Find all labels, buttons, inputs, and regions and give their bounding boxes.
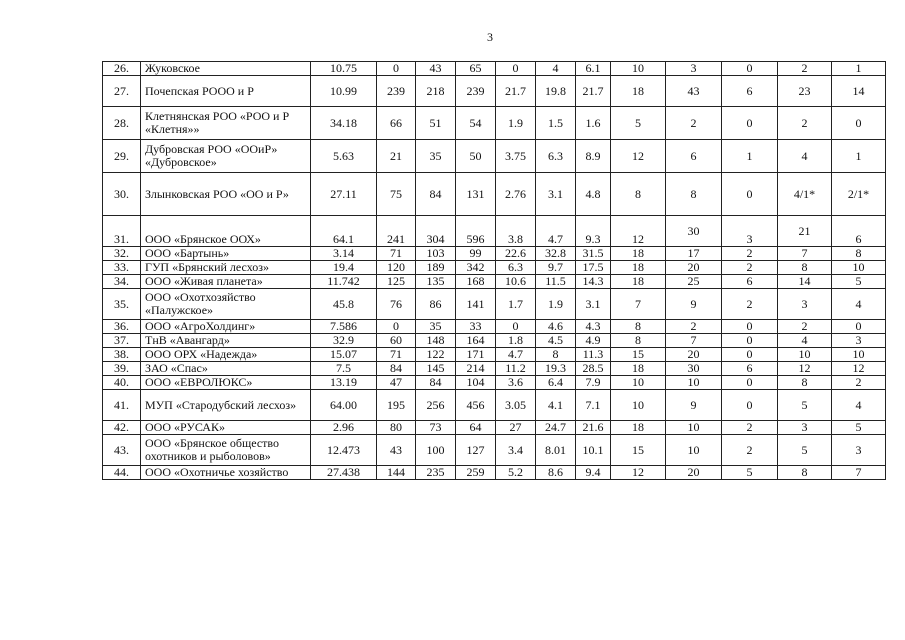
table-cell: 3: [832, 334, 886, 348]
table-cell: 30: [666, 362, 722, 376]
table-cell: 33: [456, 320, 496, 334]
table-cell: 10.99: [311, 76, 377, 107]
table-cell: 34.18: [311, 107, 377, 140]
table-cell: 0: [722, 107, 778, 140]
table-cell: 3: [778, 289, 832, 320]
table-cell: 12: [611, 216, 666, 247]
table-row: [103, 348, 886, 362]
table-cell: 11.5: [536, 275, 576, 289]
table-cell: 141: [456, 289, 496, 320]
table-cell: 9.3: [576, 216, 611, 247]
table-cell: 9: [666, 390, 722, 421]
table-cell: 21: [377, 140, 416, 173]
table-cell: 35: [416, 140, 456, 173]
table-cell: 6.1: [576, 62, 611, 76]
table-cell: 19.8: [536, 76, 576, 107]
table-cell: 10: [832, 261, 886, 275]
table-cell: 4.1: [536, 390, 576, 421]
table-cell: 45.8: [311, 289, 377, 320]
table-cell: 32.9: [311, 334, 377, 348]
table-cell: 168: [456, 275, 496, 289]
table-cell: 3: [722, 216, 778, 247]
table-cell: 86: [416, 289, 456, 320]
table-cell: 189: [416, 261, 456, 275]
table-cell: 10.1: [576, 435, 611, 466]
table-cell: 241: [377, 216, 416, 247]
row-number: 41.: [103, 390, 141, 421]
table-cell: 66: [377, 107, 416, 140]
table-cell: 2: [666, 320, 722, 334]
table-row: [103, 390, 886, 421]
org-name: ЗАО «Спас»: [141, 362, 311, 376]
table-cell: 8: [778, 261, 832, 275]
table-cell: 7.1: [576, 390, 611, 421]
table-cell: 73: [416, 421, 456, 435]
table-cell: 4: [778, 140, 832, 173]
table-cell: 1.7: [496, 289, 536, 320]
table-cell: 2: [778, 320, 832, 334]
table-cell: 15: [611, 435, 666, 466]
table-cell: 239: [456, 76, 496, 107]
table-cell: 2: [666, 107, 722, 140]
table-cell: 1: [832, 140, 886, 173]
org-name: ООО «Бартынь»: [141, 247, 311, 261]
table-cell: 195: [377, 390, 416, 421]
table-cell: 65: [456, 62, 496, 76]
table-cell: 43: [377, 435, 416, 466]
table-cell: 1: [832, 62, 886, 76]
table-cell: 11.2: [496, 362, 536, 376]
table-cell: 27.11: [311, 173, 377, 216]
table-cell: 99: [456, 247, 496, 261]
org-name: ООО «Брянское общество охотников и рыболовов»: [141, 435, 311, 466]
table-cell: 25: [666, 275, 722, 289]
row-number: 34.: [103, 275, 141, 289]
org-name: Злынковская РОО «ОО и Р»: [141, 173, 311, 216]
table-cell: 43: [666, 76, 722, 107]
org-name: ООО «Охотничье хозяйство: [141, 466, 311, 480]
table-cell: 54: [456, 107, 496, 140]
table-cell: 22.6: [496, 247, 536, 261]
table-cell: 18: [611, 421, 666, 435]
table-cell: 5: [778, 435, 832, 466]
table-cell: 342: [456, 261, 496, 275]
table-cell: 0: [722, 334, 778, 348]
table-cell: 12: [611, 466, 666, 480]
table-cell: 135: [416, 275, 456, 289]
row-number: 30.: [103, 173, 141, 216]
table-cell: 11.3: [576, 348, 611, 362]
table-cell: 0: [377, 320, 416, 334]
table-cell: 0: [722, 62, 778, 76]
table-cell: 2.76: [496, 173, 536, 216]
table-cell: 0: [496, 320, 536, 334]
table-cell: 27: [496, 421, 536, 435]
org-name: МУП «Стародубский лесхоз»: [141, 390, 311, 421]
table-cell: 1.6: [576, 107, 611, 140]
table-cell: 0: [722, 348, 778, 362]
table-cell: 20: [666, 466, 722, 480]
table-cell: 11.742: [311, 275, 377, 289]
table-cell: 75: [377, 173, 416, 216]
row-number: 31.: [103, 216, 141, 247]
table-cell: 18: [611, 247, 666, 261]
table-cell: 0: [722, 173, 778, 216]
table-cell: 15: [611, 348, 666, 362]
table-cell: 2.96: [311, 421, 377, 435]
table-cell: 5: [832, 421, 886, 435]
table-cell: 3.8: [496, 216, 536, 247]
table-cell: 43: [416, 62, 456, 76]
table-cell: 7: [666, 334, 722, 348]
table-cell: 12: [778, 362, 832, 376]
table-cell: 10.75: [311, 62, 377, 76]
table-cell: 8: [611, 320, 666, 334]
table-cell: 148: [416, 334, 456, 348]
table-cell: 6: [722, 362, 778, 376]
table-cell: 64: [456, 421, 496, 435]
table-cell: 103: [416, 247, 456, 261]
table-cell: 171: [456, 348, 496, 362]
table-cell: 50: [456, 140, 496, 173]
org-name: ООО ОРХ «Надежда»: [141, 348, 311, 362]
table-cell: 3: [666, 62, 722, 76]
table-cell: 17.5: [576, 261, 611, 275]
table-row: [103, 376, 886, 390]
row-number: 36.: [103, 320, 141, 334]
table-cell: 6: [722, 76, 778, 107]
table-row: [103, 362, 886, 376]
table-cell: 6: [832, 216, 886, 247]
table-cell: 76: [377, 289, 416, 320]
table-cell: 7: [611, 289, 666, 320]
table-cell: 5.63: [311, 140, 377, 173]
table-cell: 4/1*: [778, 173, 832, 216]
table-cell: 304: [416, 216, 456, 247]
row-number: 35.: [103, 289, 141, 320]
table-cell: 8: [611, 173, 666, 216]
row-number: 32.: [103, 247, 141, 261]
table-cell: 7.9: [576, 376, 611, 390]
table-cell: 125: [377, 275, 416, 289]
org-name: ООО «АгроХолдинг»: [141, 320, 311, 334]
table-cell: 10: [666, 421, 722, 435]
table-cell: 214: [456, 362, 496, 376]
table-cell: 9.4: [576, 466, 611, 480]
data-table: [102, 61, 886, 480]
table-cell: 8: [611, 334, 666, 348]
org-name: Почепская РООО и Р: [141, 76, 311, 107]
table-cell: 9: [666, 289, 722, 320]
table-cell: 12: [832, 362, 886, 376]
row-number: 37.: [103, 334, 141, 348]
org-name: Жуковское: [141, 62, 311, 76]
table-cell: 18: [611, 275, 666, 289]
table-cell: 1.8: [496, 334, 536, 348]
table-cell: 6: [666, 140, 722, 173]
table-cell: 27.438: [311, 466, 377, 480]
table-cell: 10: [611, 62, 666, 76]
row-number: 33.: [103, 261, 141, 275]
table-cell: 10.6: [496, 275, 536, 289]
table-cell: 23: [778, 76, 832, 107]
table-cell: 2: [778, 62, 832, 76]
table-cell: 0: [832, 320, 886, 334]
table-cell: 6.3: [536, 140, 576, 173]
table-cell: 15.07: [311, 348, 377, 362]
table-cell: 14: [832, 76, 886, 107]
table-cell: 84: [416, 173, 456, 216]
table-cell: 28.5: [576, 362, 611, 376]
table-cell: 3.14: [311, 247, 377, 261]
table-cell: 2: [722, 289, 778, 320]
table-cell: 4.7: [496, 348, 536, 362]
table-cell: 10: [666, 435, 722, 466]
table-cell: 0: [377, 62, 416, 76]
table-cell: 2: [722, 421, 778, 435]
table-cell: 20: [666, 348, 722, 362]
table-row: [103, 334, 886, 348]
table-cell: 14: [778, 275, 832, 289]
table-cell: 5: [832, 275, 886, 289]
table-cell: 0: [832, 107, 886, 140]
table-cell: 3.75: [496, 140, 536, 173]
table-cell: 1: [722, 140, 778, 173]
table-cell: 24.7: [536, 421, 576, 435]
table-cell: 3.6: [496, 376, 536, 390]
table-row: [103, 62, 886, 76]
table-cell: 18: [611, 362, 666, 376]
table-cell: 18: [611, 261, 666, 275]
table-cell: 4: [778, 334, 832, 348]
table-cell: 596: [456, 216, 496, 247]
org-name: ГУП «Брянский лесхоз»: [141, 261, 311, 275]
table-cell: 8: [778, 466, 832, 480]
table-cell: 218: [416, 76, 456, 107]
table-cell: 2: [722, 261, 778, 275]
table-row: [103, 466, 886, 480]
row-number: 28.: [103, 107, 141, 140]
table-cell: 7: [778, 247, 832, 261]
row-number: 29.: [103, 140, 141, 173]
table-cell: 0: [722, 376, 778, 390]
table-row: [103, 140, 886, 173]
table-row: [103, 421, 886, 435]
table-cell: 60: [377, 334, 416, 348]
table-cell: 64.1: [311, 216, 377, 247]
org-name: ООО «Брянское ООХ»: [141, 216, 311, 247]
org-name: ООО «ЕВРОЛЮКС»: [141, 376, 311, 390]
table-cell: 127: [456, 435, 496, 466]
table-cell: 456: [456, 390, 496, 421]
table-cell: 10: [832, 348, 886, 362]
table-body: [103, 62, 886, 480]
table-cell: 21: [778, 216, 832, 247]
table-cell: 164: [456, 334, 496, 348]
table-cell: 235: [416, 466, 456, 480]
row-number: 44.: [103, 466, 141, 480]
org-name: ООО «Живая планета»: [141, 275, 311, 289]
table-cell: 2/1*: [832, 173, 886, 216]
org-name: ООО «РУСАК»: [141, 421, 311, 435]
table-cell: 5: [778, 390, 832, 421]
table-cell: 4: [536, 62, 576, 76]
table-cell: 13.19: [311, 376, 377, 390]
table-cell: 14.3: [576, 275, 611, 289]
table-cell: 4.5: [536, 334, 576, 348]
table-cell: 7: [832, 466, 886, 480]
table-cell: 145: [416, 362, 456, 376]
table-cell: 5: [722, 466, 778, 480]
table-cell: 21.7: [576, 76, 611, 107]
table-cell: 8: [666, 173, 722, 216]
table-cell: 122: [416, 348, 456, 362]
table-cell: 21.7: [496, 76, 536, 107]
table-row: [103, 76, 886, 107]
table-cell: 104: [456, 376, 496, 390]
table-cell: 3: [832, 435, 886, 466]
table-cell: 4: [832, 390, 886, 421]
org-name: ТнВ «Авангард»: [141, 334, 311, 348]
table-cell: 1.9: [496, 107, 536, 140]
row-number: 26.: [103, 62, 141, 76]
table-cell: 8.9: [576, 140, 611, 173]
table-cell: 51: [416, 107, 456, 140]
table-cell: 19.3: [536, 362, 576, 376]
table-cell: 131: [456, 173, 496, 216]
table-cell: 5.2: [496, 466, 536, 480]
table-row: [103, 247, 886, 261]
table-cell: 8: [778, 376, 832, 390]
table-cell: 6.4: [536, 376, 576, 390]
table-cell: 2: [778, 107, 832, 140]
table-row: [103, 275, 886, 289]
table-row: [103, 289, 886, 320]
table-cell: 8.01: [536, 435, 576, 466]
table-cell: 32.8: [536, 247, 576, 261]
table-cell: 2: [722, 435, 778, 466]
table-cell: 10: [778, 348, 832, 362]
table-cell: 8: [536, 348, 576, 362]
table-cell: 4.3: [576, 320, 611, 334]
table-cell: 1.9: [536, 289, 576, 320]
table-cell: 5: [611, 107, 666, 140]
table-cell: 0: [722, 390, 778, 421]
table-cell: 7.586: [311, 320, 377, 334]
table-cell: 259: [456, 466, 496, 480]
table-cell: 0: [496, 62, 536, 76]
table-cell: 4.7: [536, 216, 576, 247]
table-cell: 71: [377, 348, 416, 362]
table-cell: 100: [416, 435, 456, 466]
table-cell: 64.00: [311, 390, 377, 421]
table-row: [103, 320, 886, 334]
row-number: 38.: [103, 348, 141, 362]
table-cell: 35: [416, 320, 456, 334]
table-cell: 3.1: [576, 289, 611, 320]
table-cell: 3.4: [496, 435, 536, 466]
table-cell: 12: [611, 140, 666, 173]
table-row: [103, 216, 886, 247]
table-cell: 47: [377, 376, 416, 390]
table-cell: 3: [778, 421, 832, 435]
table-cell: 10: [666, 376, 722, 390]
table-cell: 120: [377, 261, 416, 275]
table-cell: 4.8: [576, 173, 611, 216]
row-number: 27.: [103, 76, 141, 107]
page-number: 3: [487, 30, 493, 44]
table-cell: 6: [722, 275, 778, 289]
table-cell: 71: [377, 247, 416, 261]
table-cell: 80: [377, 421, 416, 435]
table-cell: 10: [611, 376, 666, 390]
table-cell: 3.1: [536, 173, 576, 216]
table-cell: 84: [416, 376, 456, 390]
table-cell: 2: [832, 376, 886, 390]
table-cell: 10: [611, 390, 666, 421]
table-cell: 7.5: [311, 362, 377, 376]
table-cell: 12.473: [311, 435, 377, 466]
org-name: Клетнянская РОО «РОО и Р «Клетня»»: [141, 107, 311, 140]
table-cell: 8.6: [536, 466, 576, 480]
table-cell: 256: [416, 390, 456, 421]
table-cell: 239: [377, 76, 416, 107]
org-name: ООО «Охотхозяйство «Палужское»: [141, 289, 311, 320]
table-cell: 21.6: [576, 421, 611, 435]
table-cell: 4.9: [576, 334, 611, 348]
table-cell: 1.5: [536, 107, 576, 140]
table-cell: 0: [722, 320, 778, 334]
table-cell: 9.7: [536, 261, 576, 275]
table-cell: 2: [722, 247, 778, 261]
table-cell: 31.5: [576, 247, 611, 261]
table-cell: 19.4: [311, 261, 377, 275]
table-cell: 4.6: [536, 320, 576, 334]
row-number: 40.: [103, 376, 141, 390]
row-number: 39.: [103, 362, 141, 376]
table-cell: 144: [377, 466, 416, 480]
table-row: [103, 261, 886, 275]
table-cell: 30: [666, 216, 722, 247]
table-cell: 8: [832, 247, 886, 261]
table-cell: 84: [377, 362, 416, 376]
table-row: [103, 173, 886, 216]
row-number: 42.: [103, 421, 141, 435]
table-row: [103, 107, 886, 140]
table-cell: 3.05: [496, 390, 536, 421]
table-cell: 17: [666, 247, 722, 261]
row-number: 43.: [103, 435, 141, 466]
table-cell: 6.3: [496, 261, 536, 275]
table-cell: 20: [666, 261, 722, 275]
table-cell: 18: [611, 76, 666, 107]
table-cell: 4: [832, 289, 886, 320]
org-name: Дубровская РОО «ООиР» «Дубровское»: [141, 140, 311, 173]
table-row: [103, 435, 886, 466]
